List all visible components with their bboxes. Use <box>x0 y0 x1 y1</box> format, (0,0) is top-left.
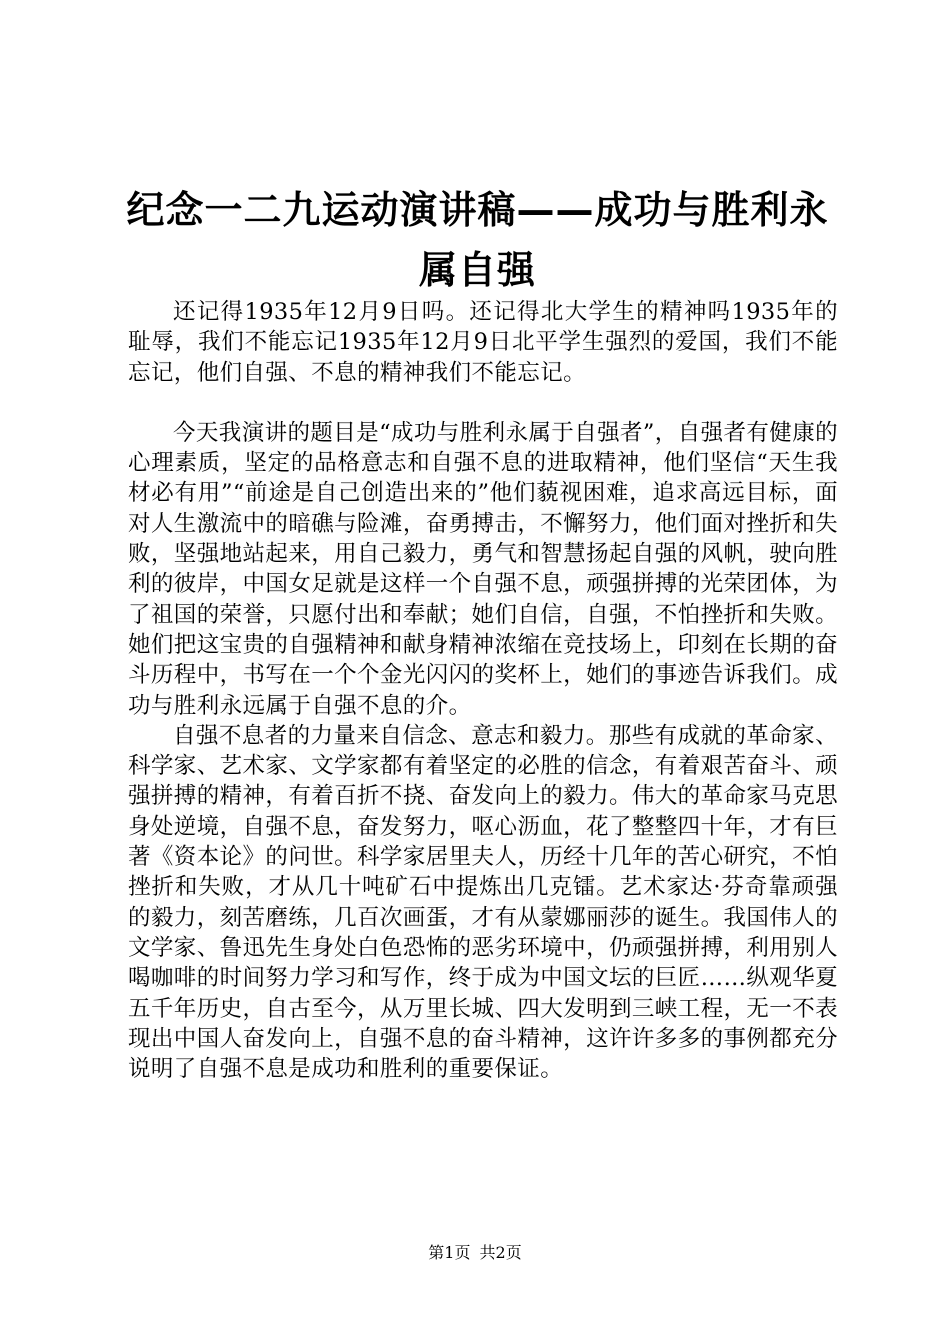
page-total: 共2页 <box>479 1243 522 1262</box>
paragraph-topic: 今天我演讲的题目是“成功与胜利永属于自强者”，自强者有健康的心理素质，坚定的品格意志和自强不息的进取精神，他们坚信“天生我材必有用”“前途是自己创造出来的”他们藐视困难，追求高远目标，面对人生激流中的暗礁与险滩，奋勇搏击，不懈努力，他们面对挫折和失败，坚强地站起来，用自己毅力，勇气和智慧扬起自强的风帆，驶向胜利的彼岸，中国女足就是这样一个自强不息，顽强拼搏的光荣团体，为了祖国的荣誉，只愿付出和奉献；她们自信，自强，不怕挫折和失败。她们把这宝贵的自强精神和献身精神浓缩在竞技场上，印刻在长期的奋斗历程中，书写在一个个金光闪闪的奖杯上，她们的事迹告诉我们。成功与胜利永远属于自强不息的介。 <box>128 419 839 719</box>
page-footer <box>0 1243 950 1263</box>
document-title: 纪念一二九运动演讲稿——成功与胜利永属自强 <box>126 188 829 292</box>
paragraph-intro: 还记得1935年12月9日吗。还记得北大学生的精神吗1935年的耻辱，我们不能忘记1935年12月9日北平学生强烈的爱国，我们不能忘记，他们自强、不息的精神我们不能忘记。 <box>128 299 838 386</box>
page-number: 第1页 <box>428 1243 471 1262</box>
document-body <box>128 297 838 1084</box>
paragraph-examples: 自强不息者的力量来自信念、意志和毅力。那些有成就的革命家、科学家、艺术家、文学家都有着坚定的必胜的信念，有着艰苦奋斗、顽强拼搏的精神，有着百折不挠、奋发向上的毅力。伟大的革命家马克思身处逆境，自强不息，奋发努力，呕心沥血，花了整整四十年，才有巨著《资本论》的问世。科学家居里夫人，历经十几年的苦心研究，不怕挫折和失败，才从几十吨矿石中提炼出几克镭。艺术家达·芬奇靠顽强的毅力，刻苦磨练，几百次画蛋，才有从蒙娜丽莎的诞生。我国伟人的文学家、鲁迅先生身处白色恐怖的恶劣环境中，仍顽强拼搏，利用别人喝咖啡的时间努力学习和写作，终于成为中国文坛的巨匠……纵观华夏五千年历史，自古至今，从万里长城、四大发明到三峡工程，无一不表现出中国人奋发向上，自强不息的奋斗精神，这许许多多的事例都充分说明了自强不息是成功和胜利的重要保证。 <box>128 722 838 1083</box>
